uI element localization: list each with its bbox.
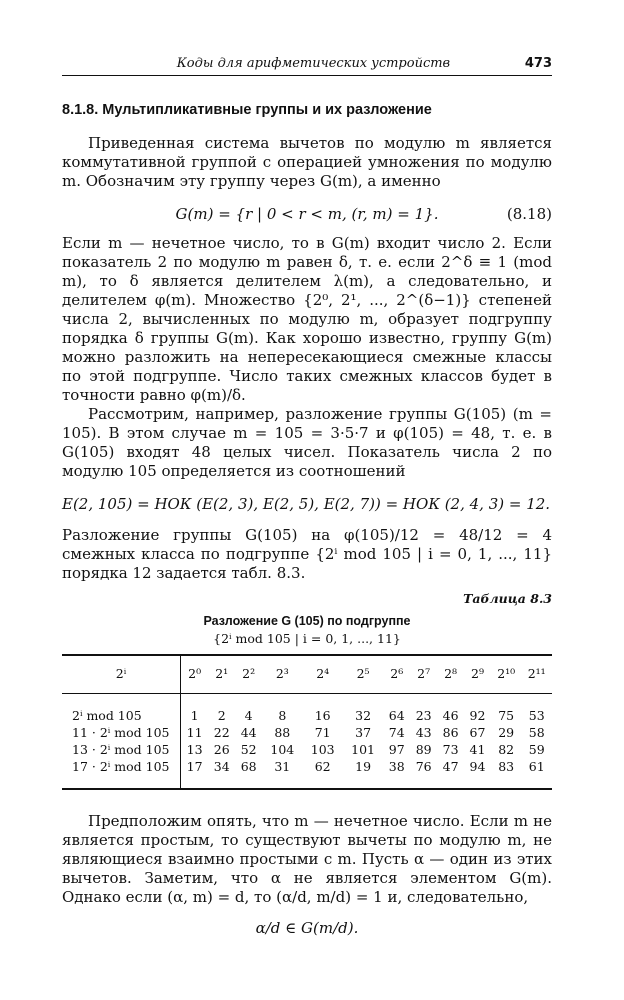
- table-cell: 37: [355, 725, 372, 740]
- table-row: [62, 694, 552, 725]
- paragraph-3: Рассмотрим, например, разложение группы G(105) (m = 105). В этом случае m = 105 = 3·5·7 и φ(105) = 48, т. е. в G(105) входят 48 целых чисел. Показатель числа 2 по модулю 105 определяется из соотношений: [62, 405, 552, 480]
- table-cell: 47: [442, 759, 459, 774]
- column-header: 2⁰: [188, 666, 202, 681]
- table-cell: 46: [442, 708, 459, 723]
- table-label: Таблица 8.3: [463, 591, 552, 606]
- table-cell: 83: [498, 759, 515, 774]
- table-cell: 97: [388, 742, 405, 757]
- page-number: 473: [524, 56, 552, 71]
- table-header-row: [62, 655, 552, 694]
- table-cell: 61: [528, 759, 545, 774]
- table-cell: 52: [240, 742, 257, 757]
- table-row: [62, 741, 552, 758]
- row-label: 2ⁱ mod 105: [62, 694, 181, 725]
- formula-8-18: [62, 205, 552, 224]
- table-cell: 68: [240, 759, 257, 774]
- table-cell: 26: [213, 742, 230, 757]
- column-header: 2⁸: [444, 666, 458, 681]
- table-cell: 67: [469, 725, 486, 740]
- column-header: 2³: [275, 666, 289, 681]
- column-header: 2⁵: [356, 666, 370, 681]
- table-cell: 13: [186, 742, 203, 757]
- paragraph-5: Предположим опять, что m — нечетное число. Если m не является простым, то существуют вычеты по модулю m, не являющиеся взаимно простыми с m. Пусть α — один из этих вычетов. Заметим, что α не является элементом G(m). Однако если (α, m) = d, то (α/d, m/d) = 1 и, следовательно,: [62, 812, 552, 906]
- table-cell: 53: [528, 708, 545, 723]
- table-cell: 22: [213, 725, 230, 740]
- table-title: Разложение G (105) по подгруппе: [203, 614, 411, 628]
- table-cell: 11: [186, 725, 203, 740]
- table-cell: 82: [498, 742, 515, 757]
- table-cell: 16: [314, 708, 331, 723]
- table-cell: 23: [415, 708, 432, 723]
- table-cell: 44: [240, 725, 257, 740]
- table-cell: 38: [388, 759, 405, 774]
- table-cell: 101: [351, 742, 376, 757]
- book-page: [62, 56, 552, 937]
- paragraph-2: Если m — нечетное число, то в G(m) входит число 2. Если показатель 2 по модулю m равен δ, т. е. если 2^δ ≡ 1 (mod m), то δ является делителем λ(m), а следовательно, и делителем φ(m). Множество {2⁰, 2¹, ..., 2^(δ−1)} степеней числа 2, вычисленных по модулю m, образует подгруппу порядка δ группы G(m). Как хорошо известно, группу G(m) можно разложить на непересекающиеся смежные классы по этой подгруппе. Число таких смежных классов будет в точности равно φ(m)/δ.: [62, 234, 552, 404]
- row-label: 13 · 2ⁱ mod 105: [62, 741, 181, 758]
- table-cell: 75: [498, 708, 515, 723]
- table-cell: 32: [355, 708, 372, 723]
- row-label: 17 · 2ⁱ mod 105: [62, 758, 181, 789]
- table-cell: 41: [469, 742, 486, 757]
- table-subtitle: {2ⁱ mod 105 | i = 0, 1, ..., 11}: [213, 631, 401, 646]
- paragraph-1: Приведенная система вычетов по модулю m является коммутативной группой с операцией умножения по модулю m. Обозначим эту группу через G(m), а именно: [62, 134, 552, 190]
- coset-table: [62, 654, 552, 790]
- table-cell: 76: [415, 759, 432, 774]
- table-cell: 94: [469, 759, 486, 774]
- table-cell: 17: [186, 759, 203, 774]
- table-cell: 34: [213, 759, 230, 774]
- table-cell: 64: [388, 708, 405, 723]
- formula-final: α/d ∈ G(m/d).: [255, 919, 359, 937]
- table-cell: 4: [244, 708, 253, 723]
- table-row: [62, 724, 552, 741]
- table-cell: 73: [442, 742, 459, 757]
- paragraph-4: Разложение группы G(105) на φ(105)/12 = 48/12 = 4 смежных класса по подгруппе {2ⁱ mod 105 | i = 0, 1, ..., 11} порядка 12 задается табл. 8.3.: [62, 526, 552, 582]
- section-heading: 8.1.8. Мультипликативные группы и их разложение: [62, 102, 432, 118]
- column-header: 2²: [242, 666, 256, 681]
- table-cell: 31: [274, 759, 291, 774]
- column-header: 2⁹: [471, 666, 484, 681]
- column-header: 2⁴: [316, 666, 330, 681]
- table-cell: 58: [528, 725, 545, 740]
- formula-lcm: E(2, 105) = НОК (E(2, 3), E(2, 5), E(2, 7)) = НОК (2, 4, 3) = 12.: [62, 495, 551, 513]
- table-cell: 1: [190, 708, 199, 723]
- row-label: 11 · 2ⁱ mod 105: [62, 724, 181, 741]
- equation-number: (8.18): [506, 205, 552, 223]
- table-cell: 43: [415, 725, 432, 740]
- column-header: 2⁷: [417, 666, 431, 681]
- table-cell: 88: [274, 725, 291, 740]
- running-title: Коды для арифметических устройств: [176, 56, 451, 71]
- table-cell: 8: [278, 708, 287, 723]
- table-cell: 29: [498, 725, 515, 740]
- table-cell: 89: [415, 742, 432, 757]
- table-cell: 19: [355, 759, 372, 774]
- column-header: 2¹: [215, 666, 229, 681]
- table-cell: 71: [314, 725, 331, 740]
- column-header: 2¹⁰: [497, 666, 516, 681]
- table-corner-header: 2ⁱ: [62, 655, 181, 694]
- table-cell: 104: [270, 742, 295, 757]
- formula-8-18-body: G(m) = {r | 0 < r < m, (r, m) = 1}.: [175, 205, 439, 223]
- page-header: [62, 56, 552, 76]
- table-cell: 59: [528, 742, 545, 757]
- column-header: 2¹¹: [527, 666, 546, 681]
- table-row: [62, 758, 552, 789]
- column-header: 2⁶: [390, 666, 404, 681]
- table-cell: 103: [310, 742, 335, 757]
- table-cell: 2: [217, 708, 226, 723]
- table-cell: 92: [469, 708, 486, 723]
- table-cell: 62: [314, 759, 331, 774]
- table-cell: 86: [442, 725, 459, 740]
- table-cell: 74: [388, 725, 405, 740]
